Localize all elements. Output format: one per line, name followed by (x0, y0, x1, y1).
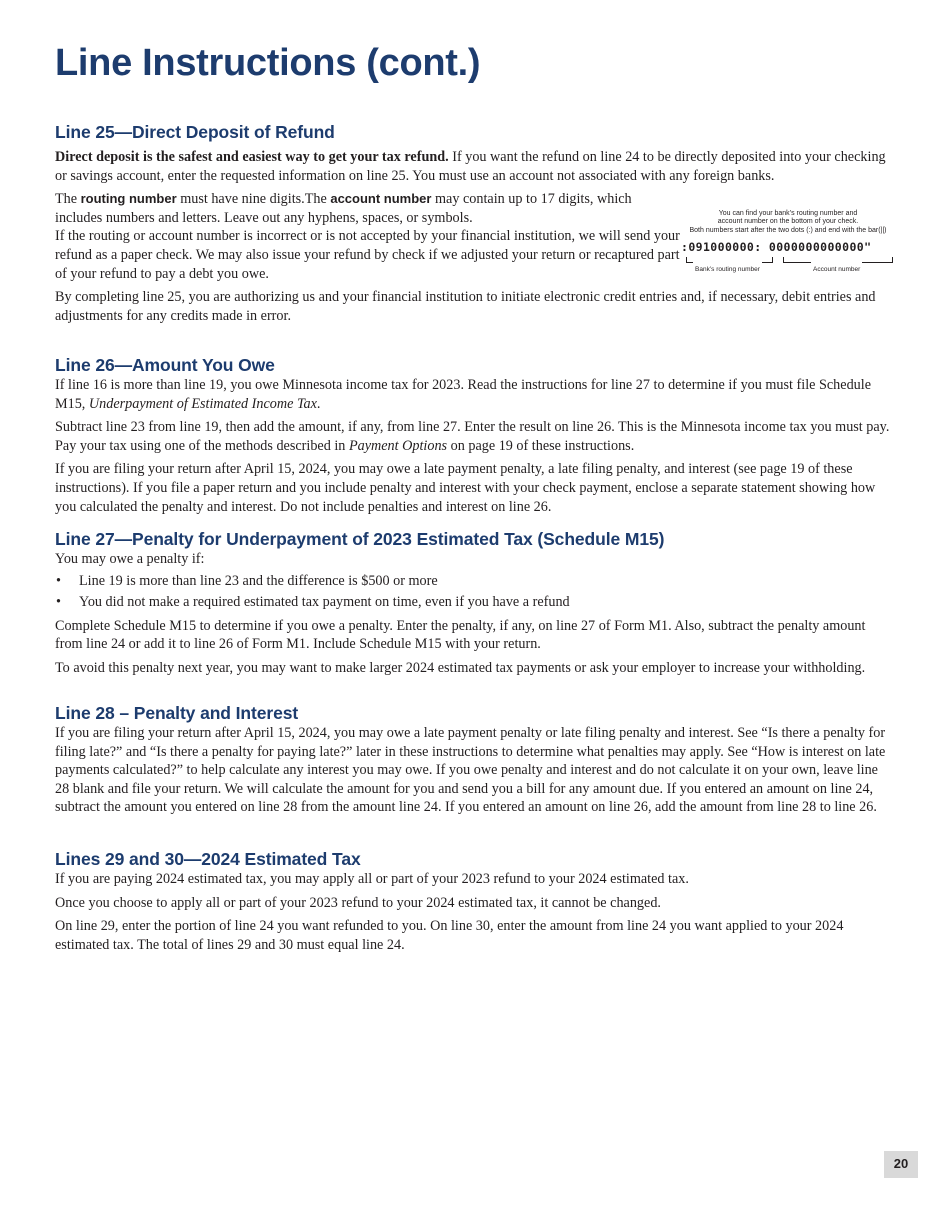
line-25-paragraph-2: The routing number must have nine digits.The account number may contain up to 17 digits, which includes numbers and letters. Leave out any hyphens, spaces, or symbols. (55, 191, 632, 226)
lines-29-30-paragraph-3: On line 29, enter the portion of line 24 you want refunded to you. On line 30, enter the amount from line 24 you want applied to your 2024 estimated tax. The total of lines 29 and 30 must equal line 24. (55, 918, 844, 953)
line-27-intro: You may owe a penalty if: (55, 551, 205, 567)
line-25-paragraph-4: By completing line 25, you are authorizing us and your financial institution to initiate electronic credit entries and, if necessary, debit entries and adjustments for any credits made in error. (55, 289, 876, 324)
check-caption: You can find your bank’s routing number and account number on the bottom of your check. Both numbers start after the two dots (:) and end with the bar(||) (689, 210, 887, 234)
line-25-heading: Line 25—Direct Deposit of Refund (55, 122, 335, 142)
check-routing-figure (681, 210, 895, 272)
lines-29-30-heading: Lines 29 and 30—2024 Estimated Tax (55, 849, 361, 869)
account-bracket-label: Account number (811, 261, 862, 280)
line-27-bullet-list (55, 572, 895, 612)
line-26-paragraph-3: If you are filing your return after April 15, 2024, you may owe a late payment penalty, a late filing penalty, and interest (see page 19 of these instructions). If you file a paper return and you include penalty and interest with your check payment, enclose a separate statement showing how you calculated the penalty and interest. Do not include penalties and interest on line 26. (55, 461, 876, 515)
routing-bracket-label: Bank’s routing number (693, 261, 762, 280)
line-25-bold-lead: Direct deposit is the safest and easiest way to get your tax refund. (55, 149, 449, 165)
line-25-paragraph-3: If the routing or account number is incorrect or is not accepted by your financial institution, we will send your refund as a paper check. We may also issue your refund by check if we adjusted your return or recaptured part of your refund to pay a debt you owe. (55, 228, 680, 282)
section-line-26 (55, 354, 895, 516)
list-item: • You did not make a required estimated tax payment on time, even if you have a refund (56, 594, 570, 611)
list-item: • Line 19 is more than line 23 and the difference is $500 or more (56, 572, 438, 589)
lines-29-30-paragraph-2: Once you choose to apply all or part of your 2023 refund to your 2024 estimated tax, it cannot be changed. (55, 894, 661, 911)
line-27-paragraph-2: Complete Schedule M15 to determine if you owe a penalty. Enter the penalty, if any, on line 27 of Form M1. Also, subtract the penalty amount from line 24 or add it to line 26 of Form M1. Include Schedule M15 with your return. (55, 617, 866, 653)
page-title: Line Instructions (cont.) (55, 42, 481, 84)
check-brackets (681, 257, 895, 271)
line-26-heading: Line 26—Amount You Owe (55, 355, 275, 375)
line-28-heading: Line 28 – Penalty and Interest (55, 703, 299, 723)
check-micr-line: :091000000: 0000000000000" (681, 240, 872, 255)
routing-number-term: routing number (80, 191, 177, 207)
section-line-27 (55, 528, 895, 678)
lines-29-30-paragraph-1: If you are paying 2024 estimated tax, you may apply all or part of your 2023 refund to your 2024 estimated tax. (55, 871, 689, 887)
bullet-icon: • (56, 572, 61, 589)
bullet-icon: • (56, 594, 61, 611)
line-27-paragraph-3: To avoid this penalty next year, you may want to make larger 2024 estimated tax payments or ask your employer to increase your withholding. (55, 659, 866, 676)
section-line-28 (55, 702, 895, 817)
line-26-paragraph-2: Subtract line 23 from line 19, then add the amount, if any, from line 27. Enter the result on line 26. This is the Minnesota income tax you must pay. Pay your tax using one of the methods described in Payment Options on page 19 of these instructions. (55, 419, 890, 454)
line-25-paragraph-1: Direct deposit is the safest and easiest way to get your tax refund. If you want the refund on line 24 to be directly deposited into your checking or savings account, enter the requested information on line 25. You must use an account not associated with any foreign banks. (55, 149, 886, 184)
section-lines-29-30 (55, 848, 895, 954)
account-number-term: account number (330, 191, 432, 207)
line-26-paragraph-1: If line 16 is more than line 19, you owe Minnesota income tax for 2023. Read the instructions for line 27 to determine if you must file Schedule M15, Underpayment of Estimated Income Tax. (55, 377, 871, 412)
line-28-paragraph-1: If you are filing your return after April 15, 2024, you may owe a late payment penalty or late filing penalty and interest. See “Is there a penalty for filing late?” and “Is there a penalty for paying late?” later in these instructions to determine what penalties may apply. See “How is interest on late payments calculated?” to help calculate any interest you may owe. If you owe penalty and interest and do not calculate it on your own, leave line 28 blank and file your return. We will calculate the amount for you and send you a bill for any amount due. If you entered an amount on line 24, subtract the amount you entered on line 28 from the amount line 24. If you entered an amount on line 26, add the amount from line 28 to line 26. (55, 725, 886, 816)
page-number: 20 (884, 1151, 918, 1178)
line-27-heading: Line 27—Penalty for Underpayment of 2023 Estimated Tax (Schedule M15) (55, 529, 665, 549)
